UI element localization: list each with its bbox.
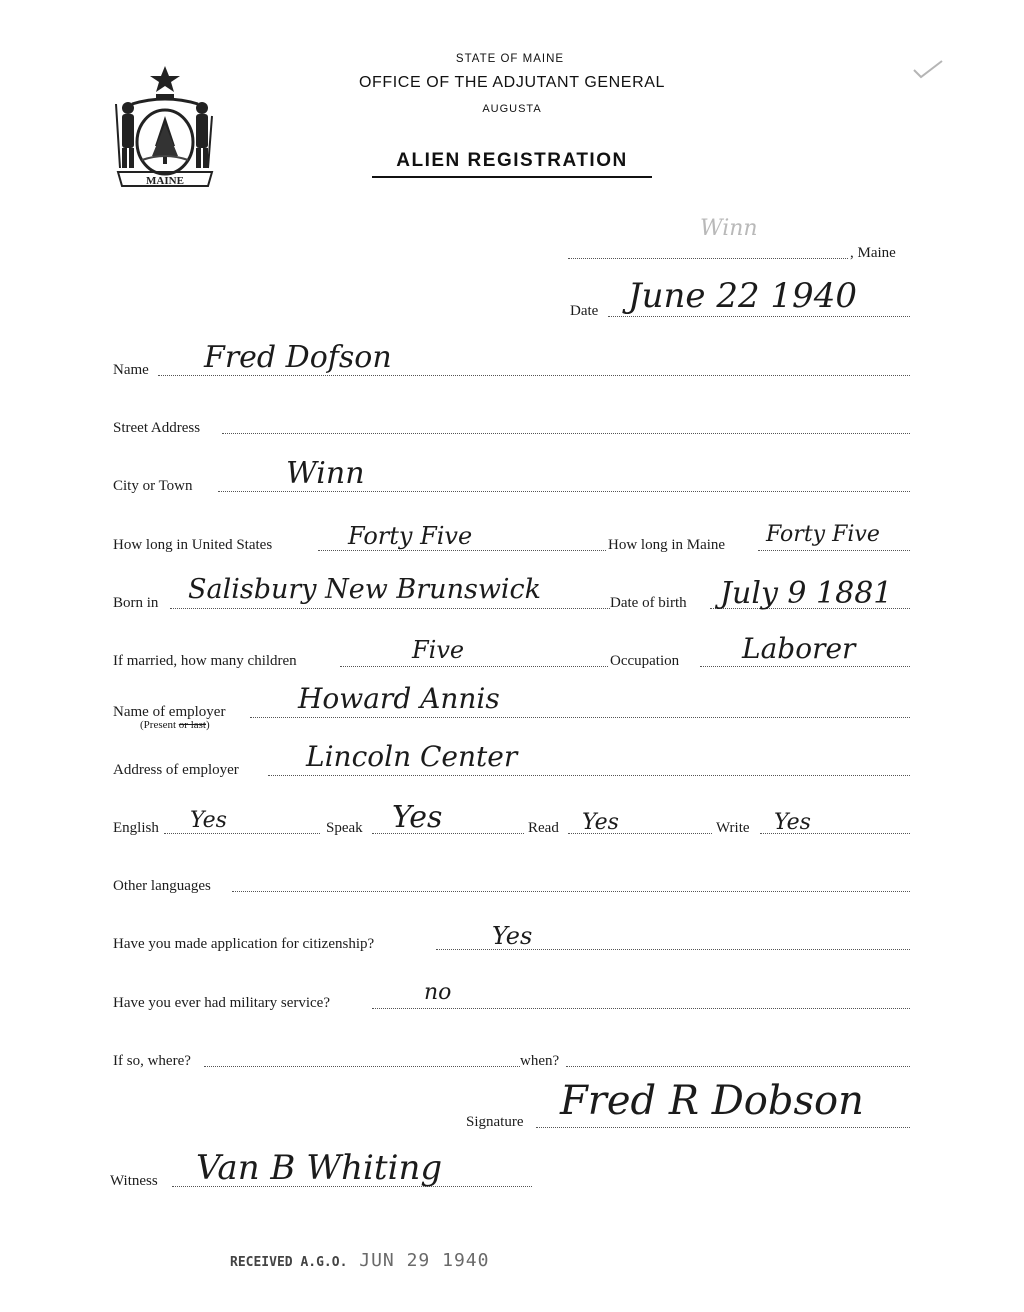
- military-value: no: [424, 980, 452, 1005]
- date-of-birth-label: Date of birth: [610, 595, 687, 611]
- read-value: Yes: [582, 810, 619, 835]
- english-value: Yes: [190, 808, 227, 833]
- employer-value: Howard Annis: [298, 682, 500, 715]
- employer-line: [250, 717, 910, 718]
- citizenship-label: Have you made application for citizenship?: [113, 936, 375, 952]
- witness-value: Van B Whiting: [196, 1148, 443, 1188]
- date-value: June 22 1940: [628, 276, 857, 316]
- born-in-label: Born in: [113, 595, 159, 611]
- city-label: City or Town: [113, 478, 193, 494]
- place-value: Winn: [700, 216, 758, 241]
- how-long-us-label: How long in United States: [113, 537, 273, 553]
- seal-motto: MAINE: [146, 175, 184, 187]
- when-label: when?: [520, 1053, 560, 1069]
- speak-label: Speak: [326, 820, 363, 836]
- street-label: Street Address: [113, 420, 201, 436]
- children-line: [340, 666, 608, 667]
- check-mark-icon: [912, 58, 944, 80]
- header-state: STATE OF MAINE: [455, 53, 565, 65]
- occupation-label: Occupation: [610, 653, 680, 669]
- how-long-maine-line: [758, 550, 910, 551]
- other-languages-label: Other languages: [113, 878, 211, 894]
- name-line: [158, 375, 910, 376]
- occupation-line: [700, 666, 910, 667]
- how-long-us-line: [318, 550, 606, 551]
- how-long-us-value: Forty Five: [348, 522, 473, 550]
- city-line: [218, 491, 910, 492]
- born-in-line: [170, 608, 610, 609]
- where-label: If so, where?: [113, 1053, 191, 1069]
- write-value: Yes: [774, 810, 811, 835]
- header-city: AUGUSTA: [482, 103, 542, 115]
- english-label: English: [113, 820, 159, 836]
- children-value: Five: [412, 636, 465, 664]
- citizenship-value: Yes: [492, 922, 533, 950]
- signature-line: [536, 1127, 910, 1128]
- signature-value: Fred R Dobson: [560, 1078, 864, 1124]
- form-title: ALIEN REGISTRATION: [396, 150, 628, 171]
- employer-address-value: Lincoln Center: [306, 740, 518, 773]
- witness-label: Witness: [110, 1173, 158, 1189]
- date-line: [608, 316, 910, 317]
- name-label: Name: [113, 362, 149, 378]
- place-line: [568, 258, 848, 259]
- military-line: [372, 1008, 910, 1009]
- how-long-maine-label: How long in Maine: [608, 537, 726, 553]
- read-label: Read: [528, 820, 559, 836]
- received-stamp: RECEIVED A.G.O. JUN 29 1940: [230, 1250, 490, 1271]
- where-line: [204, 1066, 520, 1067]
- place-suffix: , Maine: [850, 245, 896, 261]
- other-languages-line: [232, 891, 910, 892]
- born-in-value: Salisbury New Brunswick: [188, 574, 542, 605]
- employer-address-line: [268, 775, 910, 776]
- employer-sublabel: (Present or last): [140, 719, 210, 731]
- signature-label: Signature: [466, 1114, 524, 1130]
- title-underline: [372, 176, 652, 178]
- date-of-birth-value: July 9 1881: [720, 576, 893, 611]
- speak-value: Yes: [392, 800, 443, 835]
- when-line: [566, 1066, 910, 1067]
- city-value: Winn: [286, 456, 365, 491]
- date-label: Date: [570, 303, 599, 319]
- write-label: Write: [716, 820, 750, 836]
- military-label: Have you ever had military service?: [113, 995, 330, 1011]
- employer-address-label: Address of employer: [113, 762, 239, 778]
- street-line: [222, 433, 910, 434]
- occupation-value: Laborer: [742, 632, 856, 665]
- children-label: If married, how many children: [113, 653, 297, 669]
- employer-label: Name of employer: [113, 704, 226, 720]
- english-line: [164, 833, 320, 834]
- header-office: OFFICE OF THE ADJUTANT GENERAL: [358, 74, 666, 91]
- how-long-maine-value: Forty Five: [766, 522, 880, 547]
- name-value: Fred Dofson: [204, 340, 392, 375]
